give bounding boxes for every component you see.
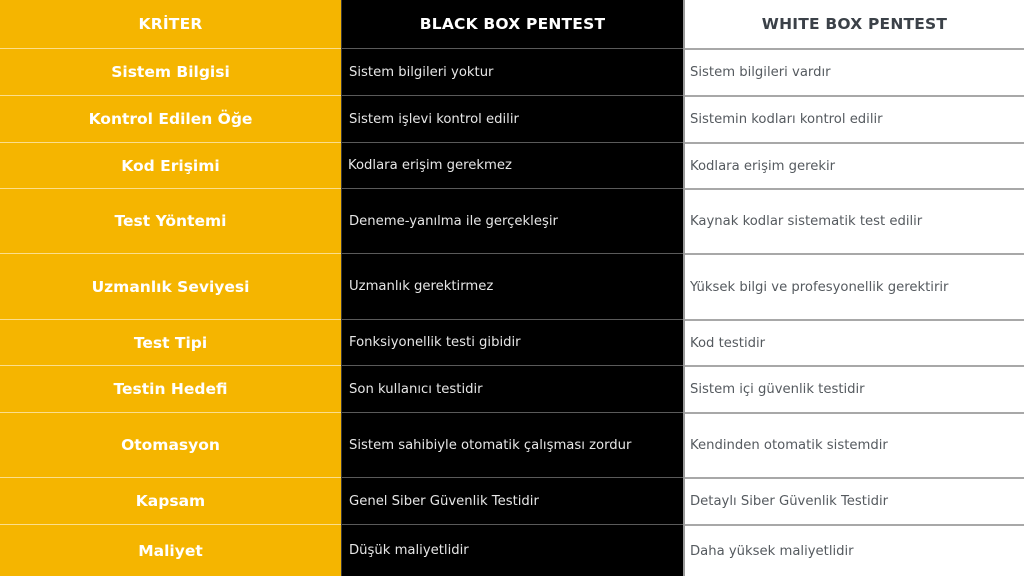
white-box-cell: Sistemin kodları kontrol edilir (685, 95, 1024, 142)
white-box-cell: Yüksek bilgi ve profesyonellik gerektirir (685, 253, 1024, 319)
criteria-cell: Maliyet (0, 524, 341, 576)
criteria-column (0, 0, 341, 576)
criteria-cell: Test Yöntemi (0, 188, 341, 253)
criteria-cell: Sistem Bilgisi (0, 48, 341, 95)
black-box-cell: Genel Siber Güvenlik Testidir (342, 477, 683, 524)
black-box-cell: Sistem bilgileri yoktur (342, 48, 683, 95)
white-box-cell: Kodlara erişim gerekir (685, 142, 1024, 188)
criteria-cell: Kapsam (0, 477, 341, 524)
black-box-cell: Deneme-yanılma ile gerçekleşir (342, 188, 683, 253)
black-box-cell: Uzmanlık gerektirmez (342, 253, 683, 319)
criteria-cell: Uzmanlık Seviyesi (0, 253, 341, 319)
white-box-cell: Kaynak kodlar sistematik test edilir (685, 188, 1024, 253)
white-box-cell: Kod testidir (685, 319, 1024, 365)
white-box-cell: Kendinden otomatik sistemdir (685, 412, 1024, 477)
black-box-cell: Sistem sahibiyle otomatik çalışması zordur (342, 412, 683, 477)
criteria-cell: Otomasyon (0, 412, 341, 477)
white-box-cell: Sistem bilgileri vardır (685, 48, 1024, 95)
black-box-cell: Fonksiyonellik testi gibidir (342, 319, 683, 365)
white-box-cell: Detaylı Siber Güvenlik Testidir (685, 477, 1024, 524)
white-box-column (683, 0, 1024, 576)
black-box-cell: Kodlara erişim gerekmez (342, 142, 683, 188)
black-box-cell: Son kullanıcı testidir (342, 365, 683, 412)
white-box-cell: Sistem içi güvenlik testidir (685, 365, 1024, 412)
black-box-column (341, 0, 683, 576)
white-box-header: WHITE BOX PENTEST (761, 15, 948, 33)
criteria-cell: Kontrol Edilen Öğe (0, 95, 341, 142)
black-box-cell: Sistem işlevi kontrol edilir (342, 95, 683, 142)
criteria-cell: Test Tipi (0, 319, 341, 365)
criteria-cell: Kod Erişimi (0, 142, 341, 188)
criteria-cell: Testin Hedefi (0, 365, 341, 412)
white-box-cell: Daha yüksek maliyetlidir (685, 524, 1024, 576)
black-box-cell: Düşük maliyetlidir (342, 524, 683, 576)
criteria-header: KRİTER (138, 15, 203, 33)
black-box-header: BLACK BOX PENTEST (419, 15, 606, 33)
